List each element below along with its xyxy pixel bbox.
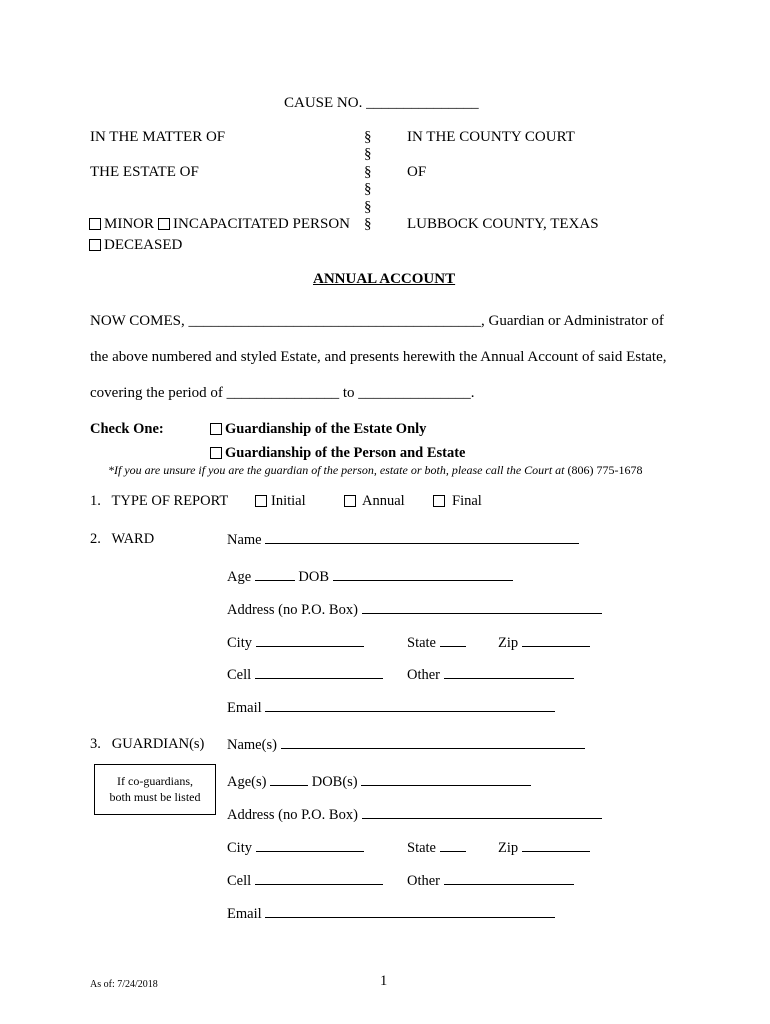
ward-zip-row <box>498 634 590 652</box>
co-guardian-note-line: both must be listed <box>109 790 201 804</box>
ward-state-field[interactable] <box>440 634 466 647</box>
co-guardian-note <box>94 764 216 815</box>
ward-cell-row <box>227 666 383 684</box>
minor-checkbox[interactable] <box>89 218 101 230</box>
caption-county: LUBBOCK COUNTY, TEXAS <box>407 216 599 232</box>
estate-only-label: Guardianship of the Estate Only <box>225 421 427 437</box>
caption-estate: THE ESTATE OF <box>90 164 199 180</box>
annual-checkbox[interactable] <box>344 495 356 507</box>
person-estate-label: Guardianship of the Person and Estate <box>225 445 466 461</box>
revision-date: As of: 7/24/2018 <box>90 979 158 990</box>
guardian-cell-label: Cell <box>227 873 252 889</box>
court-phone: (806) 775-1678 <box>567 463 643 477</box>
ward-city-field[interactable] <box>256 634 364 647</box>
guardian-zip-field[interactable] <box>522 839 590 852</box>
guardian-ages-field[interactable] <box>270 773 308 786</box>
ward-state-label: State <box>407 635 436 651</box>
guardian-city-label: City <box>227 840 252 856</box>
ward-email-label: Email <box>227 700 262 716</box>
final-label: Final <box>452 493 482 509</box>
guardian-state-label: State <box>407 840 436 856</box>
section-mark: § <box>364 146 372 162</box>
ward-cell-field[interactable] <box>255 666 383 679</box>
deceased-label: DECEASED <box>104 237 183 253</box>
ward-address-row <box>227 601 602 619</box>
body-line-2: the above numbered and styled Estate, and presents herewith the Annual Account of said Estate, <box>90 349 667 365</box>
estate-only-checkbox[interactable] <box>210 423 222 435</box>
guardian-dobs-label: DOB(s) <box>311 774 358 790</box>
guardian-other-field[interactable] <box>444 872 574 885</box>
section-mark: § <box>364 181 372 197</box>
co-guardian-note-line: If co-guardians, <box>117 774 193 788</box>
ward-other-row <box>407 666 574 684</box>
guardian-address-row <box>227 806 602 824</box>
type-of-report-label: 1. TYPE OF REPORT <box>90 493 229 509</box>
caption-of: OF <box>407 164 427 180</box>
guardian-ages-label: Age(s) <box>227 774 267 790</box>
guardian-names-label: Name(s) <box>227 737 277 753</box>
guardian-label: 3. GUARDIAN(s) <box>90 736 205 752</box>
final-checkbox[interactable] <box>433 495 445 507</box>
ward-state-row <box>407 634 466 652</box>
guardian-city-field[interactable] <box>256 839 364 852</box>
section-mark: § <box>364 164 372 180</box>
ward-dob-field[interactable] <box>333 568 513 581</box>
guardian-cell-field[interactable] <box>255 872 383 885</box>
ward-cell-label: Cell <box>227 667 252 683</box>
guardian-other-label: Other <box>407 873 441 889</box>
ward-age-label: Age <box>227 569 252 585</box>
body-line-3: covering the period of _______________ to _______________. <box>90 385 475 401</box>
body-line-1: NOW COMES, _______________________________________, Guardian or Administrator of <box>90 313 664 329</box>
incapacitated-label: INCAPACITATED PERSON <box>173 216 351 232</box>
initial-checkbox[interactable] <box>255 495 267 507</box>
guardian-dobs-field[interactable] <box>361 773 531 786</box>
guardian-cell-row <box>227 872 383 890</box>
incapacitated-checkbox[interactable] <box>158 218 170 230</box>
initial-label: Initial <box>271 493 306 509</box>
caption-matter: IN THE MATTER OF <box>90 129 226 145</box>
ward-other-field[interactable] <box>444 666 574 679</box>
guardian-other-row <box>407 872 574 890</box>
ward-age-row <box>227 568 513 586</box>
guardian-email-field[interactable] <box>265 905 555 918</box>
cause-number: CAUSE NO. _______________ <box>284 95 479 111</box>
ward-zip-label: Zip <box>498 635 519 651</box>
ward-other-label: Other <box>407 667 441 683</box>
ward-email-row <box>227 699 555 717</box>
guardian-names-row <box>227 736 585 754</box>
guardian-address-label: Address (no P.O. Box) <box>227 807 358 823</box>
guardian-names-field[interactable] <box>281 736 585 749</box>
check-one-label: Check One: <box>90 421 164 437</box>
ward-label: 2. WARD <box>90 531 155 547</box>
person-estate-checkbox[interactable] <box>210 447 222 459</box>
minor-label: MINOR <box>104 216 155 232</box>
guardian-city-row <box>227 839 364 857</box>
document-title: ANNUAL ACCOUNT <box>313 271 456 287</box>
guardian-email-label: Email <box>227 906 262 922</box>
ward-city-label: City <box>227 635 252 651</box>
ward-city-row <box>227 634 364 652</box>
ward-zip-field[interactable] <box>522 634 590 647</box>
section-mark: § <box>364 129 372 145</box>
guardian-zip-row <box>498 839 590 857</box>
caption-court: IN THE COUNTY COURT <box>407 129 575 145</box>
ward-email-field[interactable] <box>265 699 555 712</box>
deceased-checkbox[interactable] <box>89 239 101 251</box>
guardian-state-field[interactable] <box>440 839 466 852</box>
guardian-type-note-text: *If you are unsure if you are the guardian of the person, estate or both, please call the Court at <box>108 463 565 477</box>
ward-name-row <box>227 531 579 549</box>
section-mark: § <box>364 216 372 232</box>
guardian-email-row <box>227 905 555 923</box>
guardian-age-row <box>227 773 531 791</box>
section-mark: § <box>364 199 372 215</box>
page-number: 1 <box>380 973 388 989</box>
guardian-state-row <box>407 839 466 857</box>
ward-age-field[interactable] <box>255 568 295 581</box>
annual-label: Annual <box>362 493 405 509</box>
ward-name-field[interactable] <box>265 531 579 544</box>
guardian-type-note <box>108 463 643 478</box>
ward-name-label: Name <box>227 532 262 548</box>
guardian-address-field[interactable] <box>362 806 602 819</box>
ward-dob-label: DOB <box>298 569 330 585</box>
ward-address-field[interactable] <box>362 601 602 614</box>
ward-address-label: Address (no P.O. Box) <box>227 602 358 618</box>
guardian-zip-label: Zip <box>498 840 519 856</box>
